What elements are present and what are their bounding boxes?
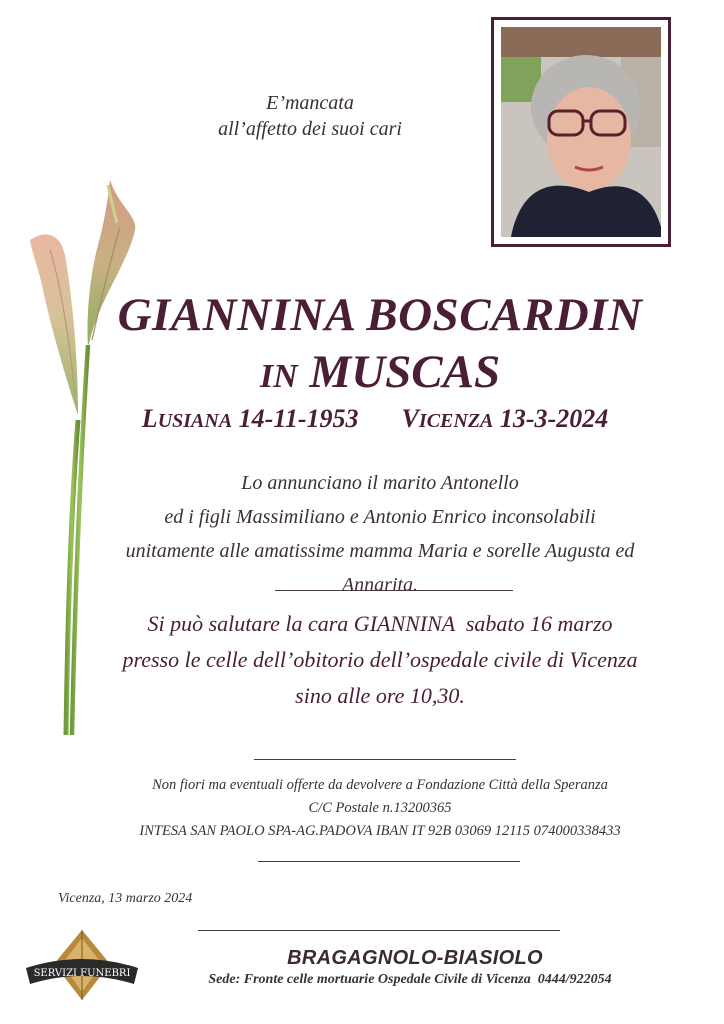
portrait-image xyxy=(501,27,661,237)
family-announcement xyxy=(90,466,670,602)
deceased-married-name xyxy=(90,345,670,399)
intro-line-1: E’mancata xyxy=(266,92,354,114)
divider xyxy=(275,590,513,591)
announce-line-1: Lo annunciano il marito Antonello xyxy=(241,472,519,494)
deceased-name: GIANNINA BOSCARDIN xyxy=(117,289,643,341)
death-place: ICENZA xyxy=(418,410,494,432)
funeral-home-name: BRAGAGNOLO-BIASIOLO xyxy=(287,947,543,969)
visit-line-2: presso le celle dell’obitorio dell’ospedale civile di Vicenza xyxy=(122,647,638,672)
announce-line-2: ed i figli Massimiliano e Antonio Enrico inconsolabili xyxy=(164,506,596,528)
announce-line-3: unitamente alle amatissime mamma Maria e sorelle Augusta ed Annarita. xyxy=(125,540,635,596)
death-place-initial: V xyxy=(401,404,419,433)
birth-place: USIANA xyxy=(157,410,233,432)
married-surname: MUSCAS xyxy=(309,346,501,398)
logo-text: SERVIZI FUNEBRI xyxy=(33,968,131,979)
donation-line-1: Non fiori ma eventuali offerte da devolvere a Fondazione Città della Speranza xyxy=(152,777,608,793)
birth-place-initial: L xyxy=(141,404,158,433)
donation-line-3: INTESA SAN PAOLO SPA-AG.PADOVA IBAN IT 92B 03069 12115 074000338433 xyxy=(139,823,621,839)
name-in: IN xyxy=(259,358,298,395)
portrait-photo xyxy=(491,17,671,247)
divider xyxy=(258,861,520,862)
visit-line-3: sino alle ore 10,30. xyxy=(295,683,465,708)
divider xyxy=(254,759,516,760)
donation-line-2: C/C Postale n.13200365 xyxy=(308,800,452,816)
visit-line-1: Si può salutare la cara GIANNINA sabato 16 marzo xyxy=(147,611,613,636)
servizi-funebri-logo xyxy=(22,928,142,1008)
visitation-info xyxy=(90,606,670,714)
place-date: Vicenza, 13 marzo 2024 xyxy=(58,891,193,906)
divider xyxy=(198,930,560,931)
donation-info xyxy=(90,774,670,843)
intro-text xyxy=(190,90,430,142)
birth-death-dates xyxy=(120,404,630,434)
intro-line-2: all’affetto dei suoi cari xyxy=(218,118,402,140)
death-date: 13-3-2024 xyxy=(499,404,609,433)
birth-date: 14-11-1953 xyxy=(238,404,359,433)
funeral-home-address: Sede: Fronte celle mortuarie Ospedale Civile di Vicenza 0444/922054 xyxy=(208,972,612,987)
